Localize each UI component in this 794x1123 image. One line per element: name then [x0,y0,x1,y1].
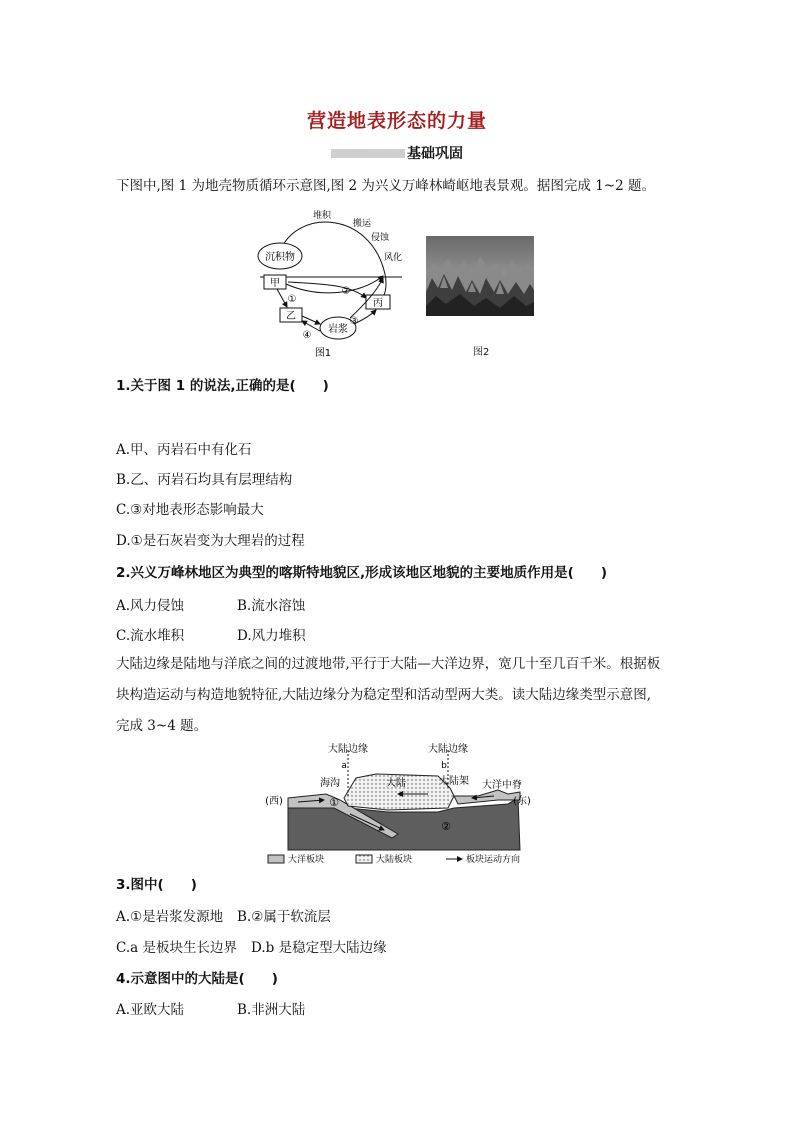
q2-option-a[interactable]: A.风力侵蚀 [116,598,185,614]
page-title: 营造地表形态的力量 [306,110,487,132]
transport-label: 搬运 [352,219,372,229]
q4-stem: 4.示意图中的大陆是( ) [116,971,278,987]
continental-margin-diagram [258,738,536,868]
q1-option-d[interactable]: D.①是石灰岩变为大理岩的过程 [116,533,305,549]
a-label: a [341,761,347,771]
q2-option-c[interactable]: C.流水堆积 [116,628,185,644]
weathering-label: 风化 [383,253,403,263]
karst-landscape-photo [426,236,534,316]
arrow-3-label: ③ [349,316,359,327]
intro-2-line-3: 完成 3~4 题。 [116,718,208,734]
q3-stem: 3.图中( ) [116,877,197,893]
arrow-4-label: ④ [302,330,312,341]
trench-label: 海沟 [320,778,340,789]
west-label: (西) [265,796,283,807]
deposit-label: 堆积 [312,211,332,221]
fig1-caption: 图1 [314,348,332,359]
continent-label: 大陆 [386,778,406,789]
circle-2-label: ② [441,820,451,833]
shelf-label: 大陆架 [439,776,469,787]
intro-1: 下图中,图 1 为地壳物质循环示意图,图 2 为兴义万峰林崎岖地表景观。据图完成 1~2 题。 [116,178,655,194]
arrow-2-label: ② [341,286,351,297]
q1-option-b[interactable]: B.乙、丙岩石均具有层理结构 [116,472,293,488]
q2-option-b[interactable]: B.流水溶蚀 [237,598,306,614]
legend-continental: 大陆板块 [376,855,413,865]
q1-option-a[interactable]: A.甲、丙岩石中有化石 [116,442,252,458]
q4-option-a[interactable]: A.亚欧大陆 [116,1002,185,1018]
section-label: 基础巩固 [407,146,463,162]
rock-cycle-diagram [250,204,410,364]
ridge-label: 大洋中脊 [482,780,522,791]
b-label: b [441,761,447,771]
q3-option-a[interactable]: A.①是岩浆发源地 [116,909,224,925]
q1-option-c[interactable]: C.③对地表形态影响最大 [116,502,264,518]
q2-option-d[interactable]: D.风力堆积 [237,628,306,644]
margin-a-label: 大陆边缘 [328,744,368,755]
q1-stem: 1.关于图 1 的说法,正确的是( ) [116,378,329,394]
legend-oceanic-swatch [268,855,284,863]
q3-option-b[interactable]: B.②属于软流层 [237,909,331,925]
legend-motion: 板块运动方向 [466,855,521,865]
magma-label: 岩浆 [328,324,348,335]
sediment-label: 沉积物 [265,252,295,263]
q4-option-b[interactable]: B.非洲大陆 [237,1002,306,1018]
q3-option-c[interactable]: C.a 是板块生长边界 [116,940,237,956]
fig2-caption: 图2 [473,347,490,358]
bing-label: 丙 [373,298,383,309]
legend-continental-swatch [356,855,372,863]
erosion-label: 侵蚀 [370,233,390,243]
intro-2-line-1: 大陆边缘是陆地与洋底之间的过渡地带,平行于大陆—大洋边界，宽几十至几百千米。根据板 [116,656,661,672]
section-bar [331,149,405,158]
yi-label: 乙 [286,311,296,322]
circle-1-label: ① [329,796,339,809]
intro-2-line-2: 块构造运动与构造地貌特征,大陆边缘分为稳定型和活动型两大类。读大陆边缘类型示意图, [116,687,652,703]
arrow-1-label: ① [287,294,297,305]
legend-oceanic: 大洋板块 [288,855,325,865]
east-label: (东) [513,796,531,807]
q3-option-d[interactable]: D.b 是稳定型大陆边缘 [251,940,387,956]
q2-stem: 2.兴义万峰林地区为典型的喀斯特地貌区,形成该地区地貌的主要地质作用是( ) [116,565,607,581]
jia-label: 甲 [270,278,280,289]
margin-b-label: 大陆边缘 [428,744,468,755]
